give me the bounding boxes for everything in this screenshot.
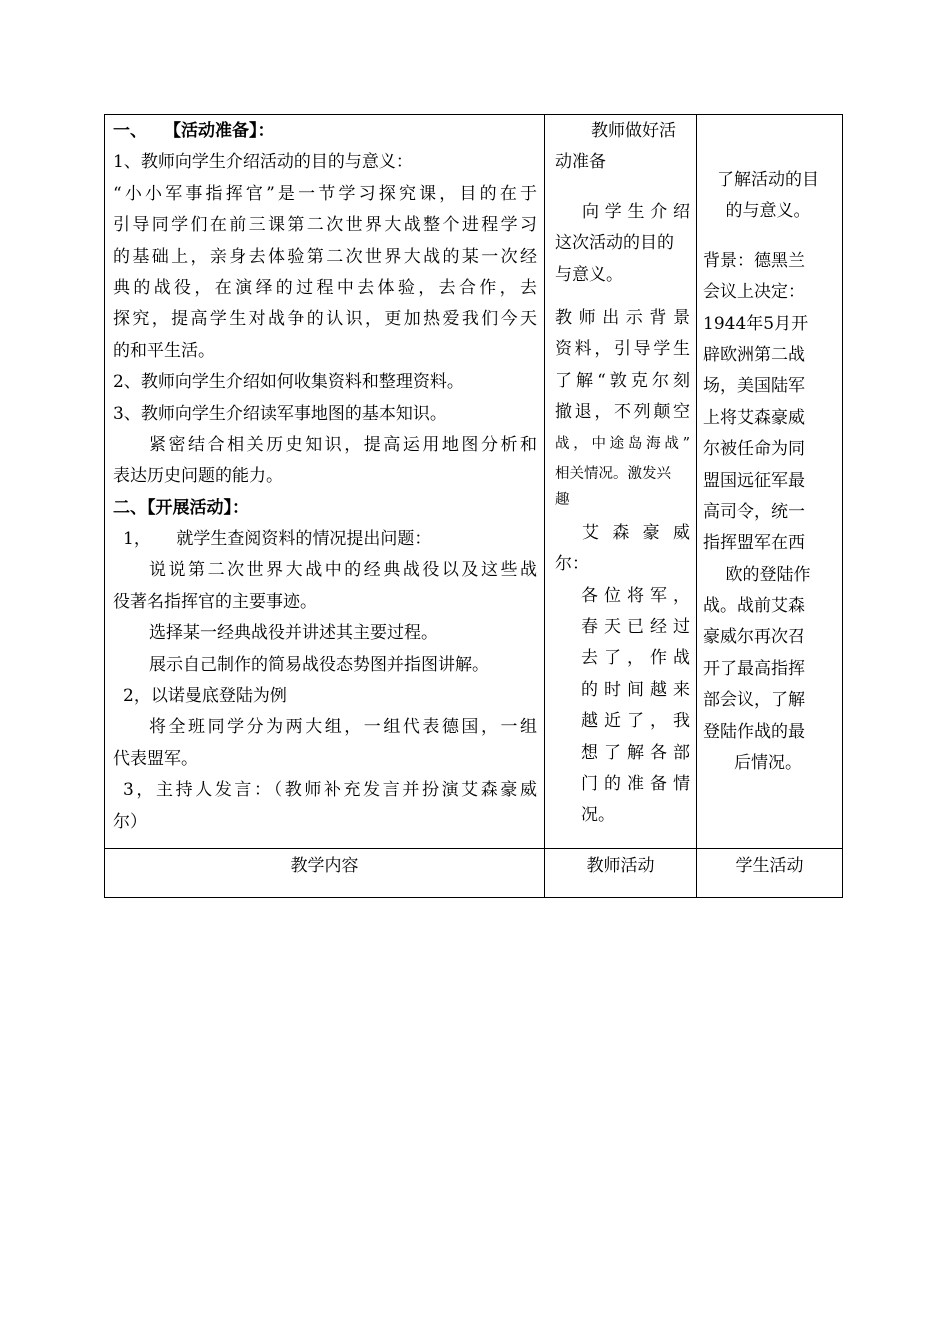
content-line: 选择某一经典战役并讲述其主要过程。	[149, 623, 438, 644]
column-divider	[544, 115, 545, 897]
student-activity-cell	[703, 165, 833, 779]
teacher-line: 与意义。	[555, 264, 623, 285]
content-line: “小小军事指挥官”是一节学习探究课，目的在于	[113, 183, 537, 204]
student-line: 欧的登陆作	[725, 564, 811, 585]
teacher-line: 艾森豪威	[582, 522, 690, 543]
teacher-line: 去了，作战	[581, 648, 690, 669]
student-line: 指挥盟军在西	[703, 533, 805, 554]
content-line: 引导同学们在前三课第二次世界大战整个进程学习	[113, 215, 537, 236]
student-line: 会议上决定：	[703, 282, 805, 303]
content-line: 探究，提高学生对战争的认识，更加热爱我们今天	[113, 309, 537, 330]
teacher-line: 这次活动的目的	[555, 233, 674, 254]
student-line: 豪威尔再次召	[703, 627, 805, 648]
student-line: 上将艾森豪威	[703, 407, 805, 428]
teacher-line: 动准备	[555, 152, 606, 173]
student-line: 背景：德黑兰	[703, 250, 805, 271]
student-line: 辟欧洲第二战	[703, 344, 805, 365]
teacher-column-header: 教师活动	[586, 856, 655, 876]
teacher-line: 战，中途岛海战”	[555, 435, 690, 452]
content-line: 3，主持人发言：（教师补充发言并扮演艾森豪威	[123, 780, 537, 801]
student-line: 的与意义。	[725, 201, 811, 222]
teacher-line: 门的准备情	[581, 774, 690, 795]
spacer	[703, 228, 833, 246]
content-line: 2，以诺曼底登陆为例	[123, 686, 287, 707]
content-line: 3、教师向学生介绍读军事地图的基本知识。	[113, 403, 447, 424]
teacher-activity-cell	[555, 116, 690, 832]
spacer	[555, 179, 690, 197]
content-line: 典的战役，在演绎的过程中去体验，去合作，去	[113, 277, 537, 298]
content-line: 1、教师向学生介绍活动的目的与意义：	[113, 152, 413, 173]
teacher-line: 的时间越来	[581, 679, 690, 700]
student-line: 尔被任命为同	[703, 439, 805, 460]
content-line: 表达历史问题的能力。	[113, 466, 283, 487]
student-line: 了解活动的目	[717, 170, 819, 190]
teacher-line: 教师做好活	[591, 121, 676, 141]
content-line: 紧密结合相关历史知识，提高运用地图分析和	[149, 434, 537, 455]
content-line: 展示自己制作的简易战役态势图并指图讲解。	[149, 654, 489, 675]
teacher-line: 各位将军，	[581, 585, 690, 606]
content-column-header: 教学内容	[290, 856, 359, 876]
content-line: 的基础上，亲身去体验第二次世界大战的某一次经	[113, 246, 537, 267]
teacher-line: 教师出示背景	[555, 307, 690, 328]
teacher-line: 想了解各部	[581, 742, 690, 763]
content-line: 2、教师向学生介绍如何收集资料和整理资料。	[113, 372, 464, 393]
student-line: 部会议，了解	[703, 690, 805, 711]
student-line: 盟国远征军最	[703, 470, 805, 491]
content-line: 的和平生活。	[113, 340, 215, 361]
student-line: 开了最高指挥	[703, 658, 805, 679]
content-line: 代表盟军。	[113, 748, 198, 769]
teacher-line: 越近了，我	[581, 711, 690, 732]
student-line: 1944年5月开	[703, 313, 809, 334]
student-line: 后情况。	[734, 753, 802, 774]
row-divider	[105, 848, 842, 849]
content-line: 尔）	[113, 811, 147, 832]
student-line: 登陆作战的最	[703, 721, 805, 742]
lesson-table	[104, 114, 843, 898]
column-divider	[696, 115, 697, 897]
content-line: 役著名指挥官的主要事迹。	[113, 591, 317, 612]
student-line: 战。战前艾森	[703, 596, 805, 617]
teacher-line: 春天已经过	[581, 617, 690, 638]
student-line: 高司令，统一	[703, 501, 805, 522]
content-line: 1， 就学生查阅资料的情况提出问题：	[123, 529, 432, 550]
student-line: 场，美国陆军	[703, 376, 805, 397]
student-column-header: 学生活动	[735, 856, 804, 876]
teacher-line: 趣	[555, 491, 570, 508]
teacher-line: 资料，引导学生	[555, 339, 690, 360]
content-line: 说说第二次世界大战中的经典战役以及这些战	[149, 560, 537, 581]
teacher-line: 相关情况。激发兴	[555, 465, 671, 482]
teacher-line: 尔：	[555, 554, 589, 575]
content-cell	[113, 116, 537, 838]
spacer	[555, 291, 690, 303]
teacher-line: 况。	[581, 805, 615, 826]
teacher-line: 向学生介绍	[582, 201, 690, 222]
teacher-line: 撤退，不列颠空	[555, 402, 690, 423]
section-heading: 二、【开展活动】：	[113, 497, 249, 518]
teacher-line: 了解“敦克尔刻	[555, 370, 690, 391]
section-heading: 一、 【活动准备】：	[113, 121, 275, 141]
content-line: 将全班同学分为两大组，一组代表德国，一组	[149, 717, 537, 738]
